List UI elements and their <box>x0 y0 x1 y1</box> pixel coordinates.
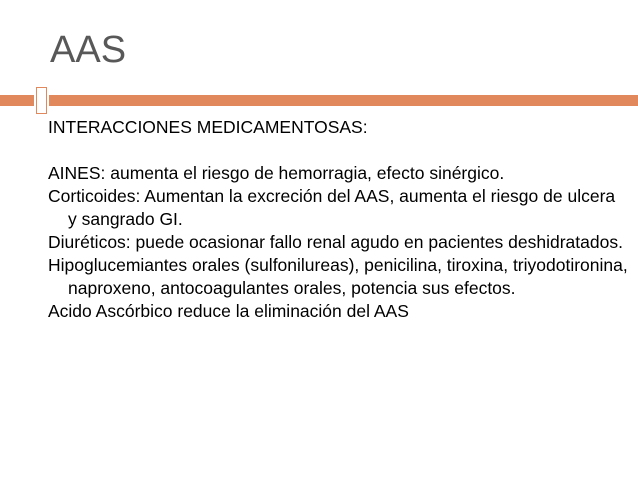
interaction-acido-ascorbico: Acido Ascórbico reduce la eliminación del AAS <box>48 301 409 321</box>
title-rule-square <box>36 87 47 114</box>
interaction-aines: AINES: aumenta el riesgo de hemorragia, efecto sinérgico. <box>48 163 505 183</box>
title-rule-right <box>49 95 638 106</box>
title-rule-left <box>0 95 34 106</box>
body-spacer <box>48 139 628 162</box>
interaction-hipoglucemiantes: Hipoglucemiantes orales (sulfonilureas), penicilina, tiroxina, triyodotironina, naproxeno, antocoagulantes orales, potencia sus efectos. <box>48 255 628 298</box>
interaction-diureticos: Diuréticos: puede ocasionar fallo renal agudo en pacientes deshidratados. <box>48 232 623 252</box>
slide-body <box>48 116 628 323</box>
body-heading: INTERACCIONES MEDICAMENTOSAS: <box>48 117 368 137</box>
interaction-corticoides: Corticoides: Aumentan la excreción del AAS, aumenta el riesgo de ulcera y sangrado GI. <box>48 186 616 229</box>
slide-title: AAS <box>50 29 127 71</box>
